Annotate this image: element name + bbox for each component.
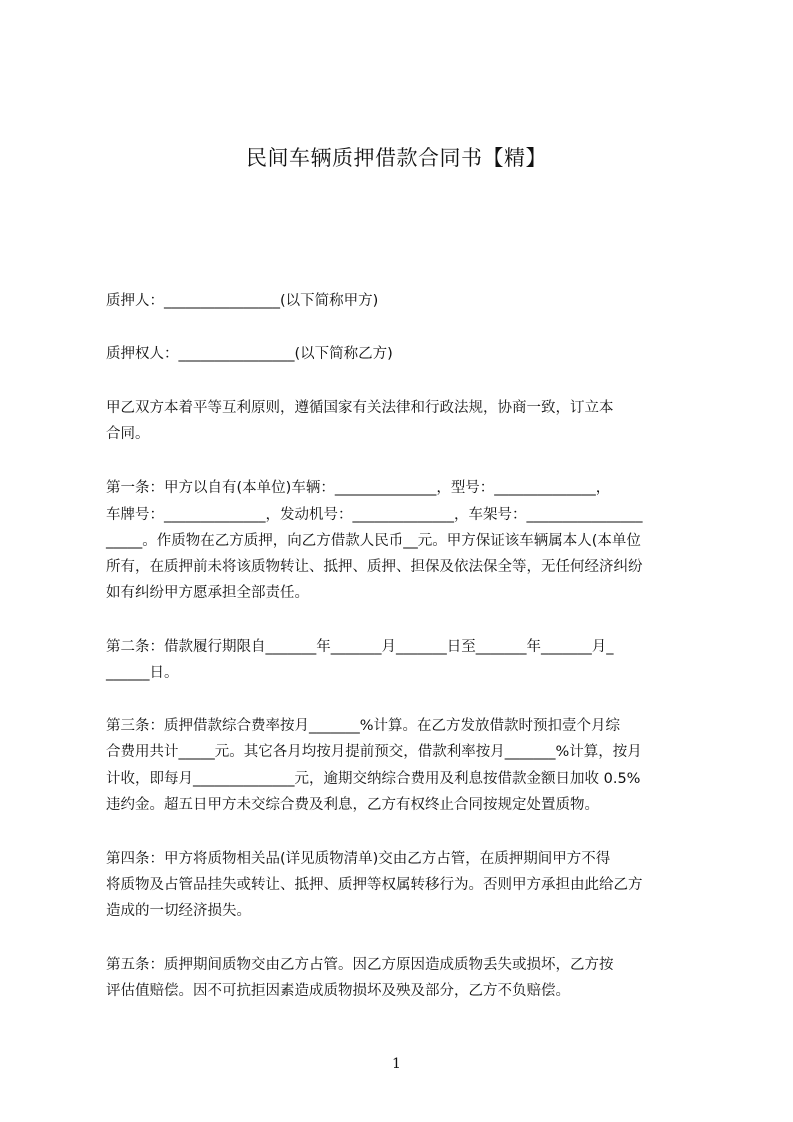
article3-line: 计收，即每月______________元，逾期交纳综合费用及利息按借款金额日加收 0.5% — [106, 771, 641, 787]
document-title: 民间车辆质押借款合同书【精】 — [246, 146, 547, 170]
article2-line: ______日。 — [106, 665, 179, 681]
article5-line: 评估值赔偿。因不可抗拒因素造成质物损坏及殃及部分，乙方不负赔偿。 — [106, 983, 570, 999]
article1-line: 第一条：甲方以自有(本单位)车辆：______________，型号：______________， — [106, 480, 611, 496]
preamble-line: 合同。 — [106, 426, 150, 442]
article4-line: 第四条：甲方将质物相关品(详见质物清单)交由乙方占管，在质押期间甲方不得 — [106, 851, 611, 867]
pledgee-line: 质押权人：________________(以下简称乙方) — [106, 346, 393, 362]
article3-line: 第三条：质押借款综合费率按月_______%计算。在乙方发放借款时预扣壹个月综 — [106, 718, 621, 734]
article1-line: 所有，在质押前未将该质物转让、抵押、质押、担保及依法保全等，无任何经济纠纷 — [106, 559, 643, 575]
article1-line: 如有纠纷甲方愿承担全部责任。 — [106, 585, 309, 601]
article3-line: 违约金。超五日甲方未交综合费及利息，乙方有权终止合同按规定处置质物。 — [106, 797, 599, 813]
preamble-line: 甲乙双方本着平等互利原则，遵循国家有关法律和行政法规，协商一致，订立本 — [106, 400, 614, 416]
article4-line: 造成的一切经济损失。 — [106, 903, 251, 919]
article4-line: 将质物及占管品挂失或转让、抵押、质押等权属转移行为。否则甲方承担由此给乙方 — [106, 877, 643, 893]
article2-line: 第二条：借款履行期限自_______年_______月_______日至_______年_______月_ — [106, 639, 614, 655]
article3-line: 合费用共计_____元。其它各月均按月提前预交，借款利率按月_______%计算，按月 — [106, 744, 642, 760]
article1-line: 车牌号：______________，发动机号：______________，车架号：________________ — [106, 507, 643, 523]
page-number: 1 — [392, 1056, 401, 1072]
pledgor-line: 质押人：________________(以下简称甲方) — [106, 293, 379, 309]
article5-line: 第五条：质押期间质物交由乙方占管。因乙方原因造成质物丢失或损坏，乙方按 — [106, 957, 614, 973]
article1-line: _____。作质物在乙方质押，向乙方借款人民币__元。甲方保证该车辆属本人(本单位 — [106, 533, 641, 549]
